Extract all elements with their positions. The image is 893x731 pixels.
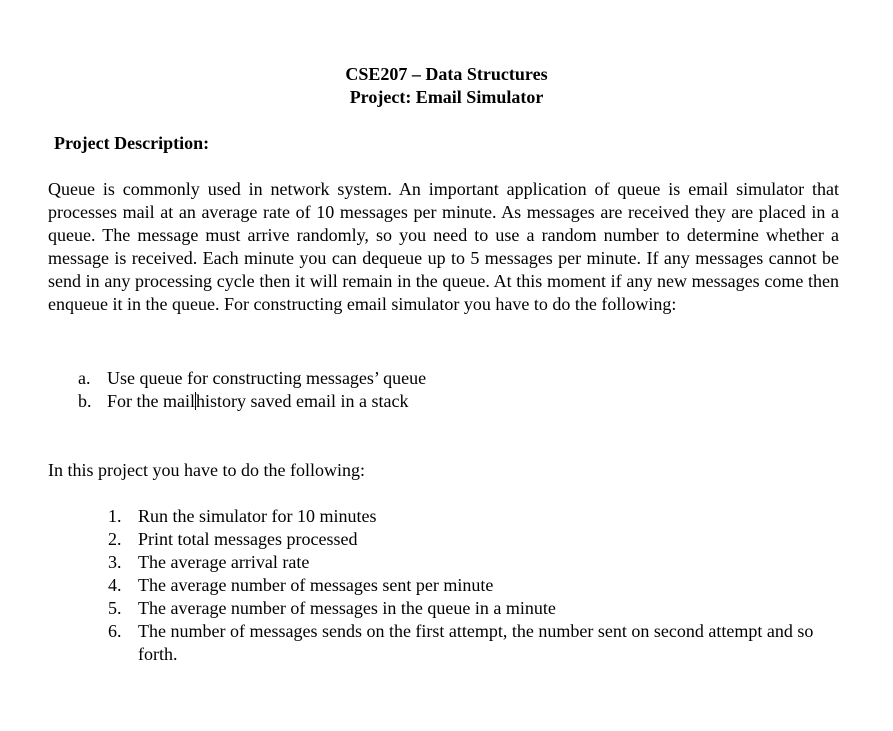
list-marker: b. [78, 391, 92, 411]
list-marker: 6. [108, 621, 122, 641]
list-item [108, 620, 843, 666]
list-item [108, 551, 843, 574]
list-marker: 5. [108, 598, 122, 618]
list-item-text: The average number of messages sent per minute [138, 575, 494, 595]
document-title [0, 63, 893, 109]
alpha-list [78, 367, 426, 413]
numbered-list [108, 505, 843, 666]
list-item [108, 574, 843, 597]
list-marker: a. [78, 368, 91, 388]
list-item [108, 597, 843, 620]
list-item-text: The number of messages sends on the first attempt, the number sent on second attempt and so forth. [138, 621, 814, 664]
description-paragraph: Queue is commonly used in network system. An important application of queue is email simulator that processes mail at an average rate of 10 messages per minute. As messages are received they are placed in a queue. The message must arrive randomly, so you need to use a random number to determine whether a message is received. Each minute you can dequeue up to 5 messages per minute. If any messages cannot be send in any processing cycle then it will remain in the queue. At this moment if any new messages come then enqueue it in the queue. For constructing email simulator you have to do the following: [48, 179, 839, 314]
list-item [78, 367, 426, 390]
list-item [78, 390, 426, 413]
list-item-text-part: For the mail [107, 391, 195, 411]
list-item [108, 505, 843, 528]
list-item [108, 528, 843, 551]
list-marker: 2. [108, 529, 122, 549]
list-marker: 4. [108, 575, 122, 595]
list-item-text [107, 390, 408, 413]
intro-paragraph: In this project you have to do the following: [48, 460, 365, 480]
list-item-text: Print total messages processed [138, 529, 358, 549]
list-item-text: The average arrival rate [138, 552, 310, 572]
list-item-text: The average number of messages in the queue in a minute [138, 598, 556, 618]
course-title: CSE207 – Data Structures [345, 64, 548, 84]
list-marker: 3. [108, 552, 122, 572]
section-heading: Project Description: [54, 133, 210, 153]
list-marker: 1. [108, 506, 122, 526]
project-title: Project: Email Simulator [349, 87, 544, 107]
list-item-text-part: history saved email in a stack [196, 391, 409, 411]
list-item-text: Use queue for constructing messages’ queue [107, 368, 427, 388]
list-item-text: Run the simulator for 10 minutes [138, 506, 377, 526]
